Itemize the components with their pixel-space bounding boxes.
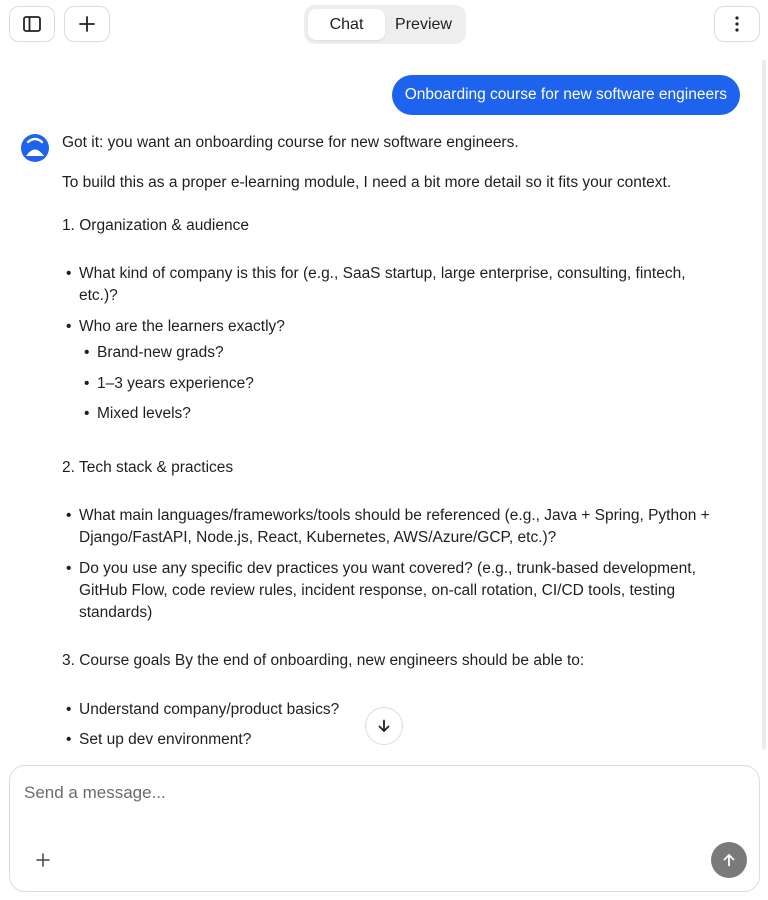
assistant-avatar-icon <box>20 133 50 163</box>
list-item: • What kind of company is this for (e.g., SaaS startup, large enterprise, consulting, fintech, <box>62 263 686 285</box>
more-vertical-icon <box>735 16 739 32</box>
list-item: • What main languages/frameworks/tools should be referenced (e.g., Java + Spring, Python + <box>62 505 710 527</box>
more-options-button[interactable] <box>714 6 760 42</box>
list-item: • Set up dev environment? <box>62 729 251 751</box>
message-composer <box>9 765 760 892</box>
sub-list-item: • Mixed levels? <box>62 403 191 425</box>
scroll-to-bottom-button[interactable] <box>365 707 403 745</box>
sidebar-toggle-icon <box>23 16 41 32</box>
section-heading: 3. Course goals By the end of onboarding, new engineers should be able to: <box>62 652 585 669</box>
tab-chat[interactable]: Chat <box>308 9 385 40</box>
list-item-continuation: standards) <box>79 604 153 621</box>
tab-preview[interactable]: Preview <box>395 15 452 33</box>
sub-list-item: • Brand-new grads? <box>62 342 224 364</box>
plus-icon <box>36 853 50 867</box>
assistant-intro: Got it: you want an onboarding course for new software engineers. <box>62 134 519 151</box>
send-button[interactable] <box>711 842 747 878</box>
new-chat-button[interactable] <box>64 6 110 42</box>
user-message-bubble: Onboarding course for new software engineers <box>392 75 740 115</box>
sub-list-item: • 1–3 years experience? <box>62 373 254 395</box>
arrow-down-icon <box>377 719 391 733</box>
assistant-context: To build this as a proper e-learning module, I need a bit more detail so it fits your context. <box>62 174 672 191</box>
sidebar-toggle-button[interactable] <box>9 6 55 42</box>
view-switcher <box>304 5 466 44</box>
chat-scrollbar[interactable] <box>762 60 766 750</box>
list-item: • Understand company/product basics? <box>62 699 339 721</box>
attach-button[interactable] <box>32 849 54 871</box>
arrow-up-icon <box>722 853 736 867</box>
list-item: • Who are the learners exactly? <box>62 316 285 338</box>
section-heading: 1. Organization & audience <box>62 217 249 234</box>
list-item: • Do you use any specific dev practices you want covered? (e.g., trunk-based development, <box>62 558 696 580</box>
message-input[interactable] <box>24 780 704 806</box>
list-item-continuation: Django/FastAPI, Node.js, React, Kubernetes, AWS/Azure/GCP, etc.)? <box>79 529 557 546</box>
top-bar <box>0 0 768 48</box>
plus-icon <box>78 15 96 33</box>
section-heading: 2. Tech stack & practices <box>62 459 234 476</box>
list-item-continuation: GitHub Flow, code review rules, incident response, on-call rotation, CI/CD tools, testing <box>79 582 676 599</box>
list-item-continuation: etc.)? <box>79 287 118 304</box>
